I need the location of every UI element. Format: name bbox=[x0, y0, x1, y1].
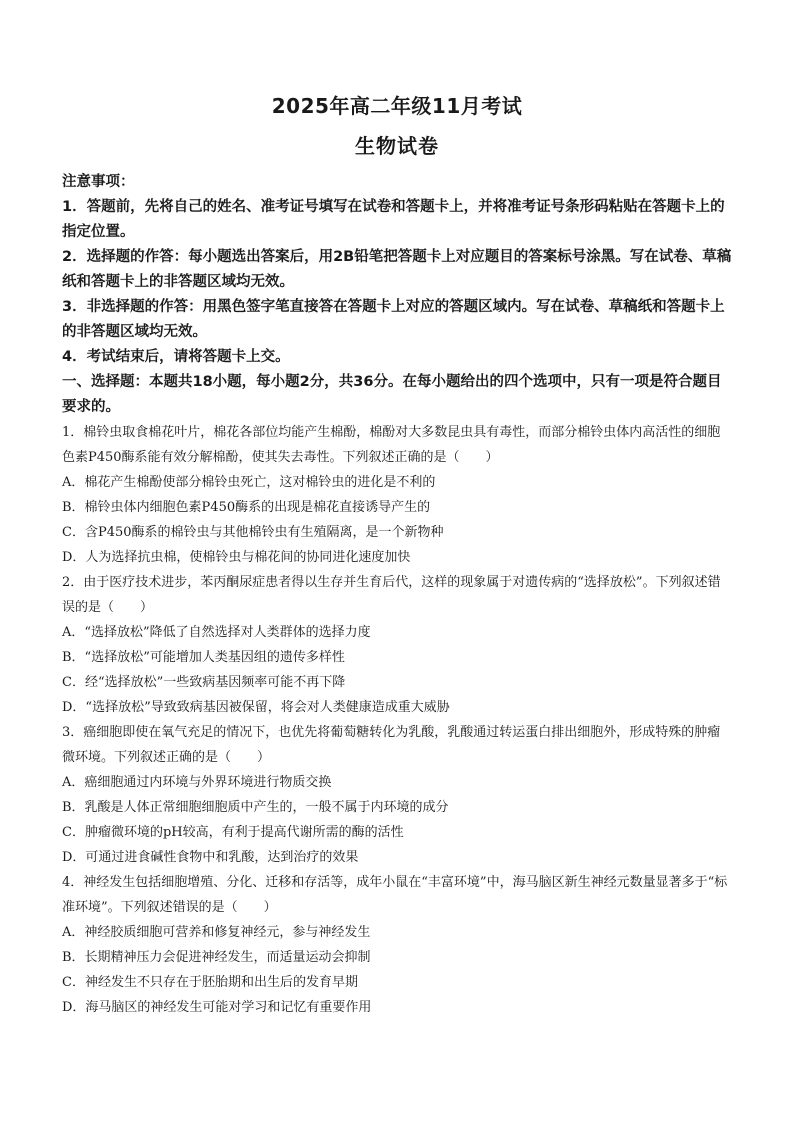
option-a: A．“选择放松”降低了自然选择对人类群体的选择力度 bbox=[62, 625, 371, 640]
exam-title: 2025年高二年级11月考试 bbox=[271, 94, 523, 118]
option-b: B．棉铃虫体内细胞色素P450酶系的出现是棉花直接诱导产生的 bbox=[62, 500, 431, 515]
option-a: A．棉花产生棉酚使部分棉铃虫死亡，这对棉铃虫的进化是不利的 bbox=[62, 475, 436, 490]
option-c: C．肿瘤微环境的pH较高，有利于提高代谢所需的酶的活性 bbox=[62, 825, 404, 840]
question-3 bbox=[62, 720, 732, 870]
option-a: A．神经胶质细胞可营养和修复神经元，参与神经发生 bbox=[62, 925, 371, 940]
option-c: C．神经发生不只存在于胚胎期和出生后的发育早期 bbox=[62, 975, 358, 990]
question-list bbox=[62, 420, 732, 1020]
question-stem: 1．棉铃虫取食棉花叶片，棉花各部位均能产生棉酚，棉酚对大多数昆虫具有毒性，而部分棉铃虫体内高活性的细胞色素P450酶系能有效分解棉酚，使其失去毒性。下列叙述正确的是（ ） bbox=[62, 425, 721, 465]
option-d: D．“选择放松”导致致病基因被保留，将会对人类健康造成重大威胁 bbox=[62, 700, 450, 715]
option-d: D．海马脑区的神经发生可能对学习和记忆有重要作用 bbox=[62, 1000, 372, 1015]
option-b: B．长期精神压力会促进神经发生，而适量运动会抑制 bbox=[62, 950, 371, 965]
option-c: C．含P450酶系的棉铃虫与其他棉铃虫有生殖隔离，是一个新物种 bbox=[62, 525, 444, 540]
notice-item: 3．非选择题的作答：用黑色签字笔直接答在答题卡上对应的答题区域内。写在试卷、草稿纸和答题卡上的非答题区域均无效。 bbox=[62, 299, 725, 340]
question-2 bbox=[62, 570, 732, 720]
question-1 bbox=[62, 420, 732, 570]
option-b: B．“选择放松”可能增加人类基因组的遗传多样性 bbox=[62, 650, 345, 665]
notice-heading: 注意事项： bbox=[62, 174, 135, 190]
option-d: D．人为选择抗虫棉，使棉铃虫与棉花间的协同进化速度加快 bbox=[62, 550, 411, 565]
notice-item: 4．考试结束后，请将答题卡上交。 bbox=[62, 349, 290, 365]
notice-block bbox=[62, 170, 732, 370]
notice-item: 1．答题前，先将自己的姓名、准考证号填写在试卷和答题卡上，并将准考证号条形码粘贴在答题卡上的指定位置。 bbox=[62, 199, 725, 240]
exam-page bbox=[62, 92, 732, 1020]
section-heading: 一、选择题：本题共18小题，每小题2分，共36分。在每小题给出的四个选项中，只有一项是符合题目要求的。 bbox=[62, 374, 722, 415]
option-c: C．经“选择放松”一些致病基因频率可能不再下降 bbox=[62, 675, 346, 690]
question-4 bbox=[62, 870, 732, 1020]
option-a: A．癌细胞通过内环境与外界环境进行物质交换 bbox=[62, 775, 332, 790]
option-b: B．乳酸是人体正常细胞细胞质中产生的，一般不属于内环境的成分 bbox=[62, 800, 449, 815]
notice-item: 2．选择题的作答：每小题选出答案后，用2B铅笔把答题卡上对应题目的答案标号涂黑。写在试卷、草稿纸和答题卡上的非答题区域均无效。 bbox=[62, 249, 732, 290]
question-stem: 4．神经发生包括细胞增殖、分化、迁移和存活等，成年小鼠在“丰富环境”中，海马脑区新生神经元数量显著多于“标准环境”。下列叙述错误的是（ ） bbox=[62, 875, 728, 915]
question-stem: 2．由于医疗技术进步，苯丙酮尿症患者得以生存并生育后代，这样的现象属于对遗传病的“选择放松”。下列叙述错误的是（ ） bbox=[62, 575, 721, 615]
question-stem: 3．癌细胞即使在氧气充足的情况下，也优先将葡萄糖转化为乳酸，乳酸通过转运蛋白排出细胞外，形成特殊的肿瘤微环境。下列叙述正确的是（ ） bbox=[62, 725, 721, 765]
exam-subject: 生物试卷 bbox=[355, 134, 439, 158]
option-d: D．可通过进食碱性食物中和乳酸，达到治疗的效果 bbox=[62, 850, 359, 865]
